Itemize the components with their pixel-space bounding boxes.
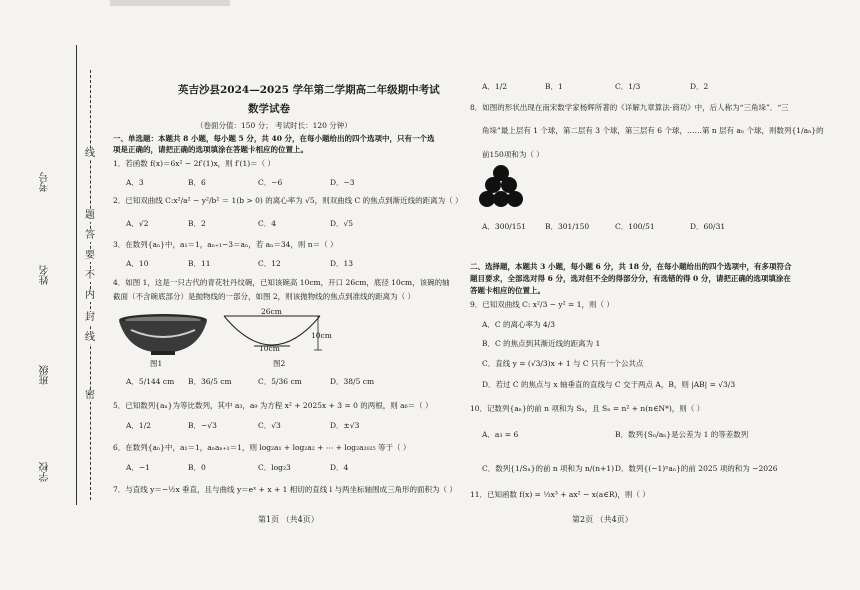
footer-right: 第2页 （共4页）	[572, 515, 633, 524]
q2-option-b: B．2	[188, 219, 206, 228]
q10-stem: 10．记数列{aₙ}的前 n 项和为 Sₙ，且 Sₙ = n² + n(n∈N*)，则（ ）	[470, 404, 705, 413]
q4-stem-cont: 截面（不含碗底部分）是抛物线的一部分，如图 2，则该抛物线的焦点到准线的距离为（ ）	[113, 292, 416, 301]
q2-option-a: A．√2	[126, 219, 149, 228]
bowl-figure	[117, 312, 209, 357]
seal-char: 线	[85, 332, 95, 343]
footer-left: 第1页 （共4页）	[258, 515, 319, 524]
q5-option-b: B．−√3	[188, 421, 217, 430]
q5-option-c: C．√3	[258, 421, 281, 430]
q4-dim-height: 10cm	[311, 331, 332, 340]
section2-heading-cont2: 答题卡相应的位置上。	[470, 286, 545, 295]
section2-heading: 二、选择题，本题共 3 小题，每小题 6 分，共 18 分，在每小题给出的四个选项中，有多项符合	[470, 262, 792, 271]
label-exam-number: 考号	[40, 172, 51, 192]
q9-option-d: D．若过 C 的焦点与 x 轴垂直的直线与 C 交于两点 A，B，则 |AB| = √3/3	[482, 380, 736, 389]
seal-dotted-line	[90, 70, 91, 500]
q1-option-a: A．3	[126, 178, 144, 187]
q1-option-c: C．−6	[258, 178, 283, 187]
section1-heading-cont: 项是正确的，请把正确的选项填涂在答题卡相应的位置上。	[113, 145, 308, 154]
q8-option-b: B．301/150	[545, 222, 590, 231]
q9-option-a: A．C 的离心率为 4/3	[482, 320, 555, 329]
q7-option-b: B．1	[545, 82, 563, 91]
exam-info: （卷面分值：150 分； 考试时长：120 分钟）	[196, 121, 352, 130]
seal-char: 不	[85, 270, 95, 281]
q3-option-a: A．10	[126, 259, 149, 268]
q4-option-d: D．38/5 cm	[330, 377, 375, 386]
q5-option-a: A．1/2	[126, 421, 151, 430]
seal-char: 封	[85, 312, 95, 323]
q6-option-a: A．−1	[126, 463, 150, 472]
q8-stem-cont2: 前150项和为（ ）	[482, 150, 544, 159]
q2-option-c: C．4	[258, 219, 277, 228]
q6-option-c: C．log₂3	[258, 463, 291, 472]
q9-option-c: C．直线 y = (√3/3)x + 1 与 C 只有一个公共点	[482, 359, 644, 368]
q7-stem: 7．与直线 y＝−½x 垂直，且与曲线 y＝eˣ + x + 1 相切的直线 l 与两坐标轴围成三角形的面积为（ ）	[113, 485, 457, 494]
q3-stem: 3．在数列{aₙ}中，a₁＝1，aₙ₊₁−3＝aₙ，若 aₙ＝34，则 n＝（ ）	[113, 240, 338, 249]
q4-dim-bottom: 10cm	[259, 344, 280, 353]
q6-option-b: B．0	[188, 463, 206, 472]
q10-option-d: D．数列{(−1)ⁿaₙ}的前 2025 项的和为 −2026	[615, 464, 778, 473]
q5-option-d: D．±√3	[330, 421, 360, 430]
binding-margin	[0, 0, 105, 590]
label-name: 姓名	[40, 265, 51, 285]
q4-fig1-caption: 图1	[150, 359, 163, 368]
q4-dim-top: 26cm	[261, 307, 282, 316]
label-class: 班级	[40, 365, 51, 385]
seal-char: 要	[85, 250, 95, 261]
q10-option-a: A．a₃ = 6	[482, 430, 519, 439]
scan-smudge	[110, 0, 230, 6]
section1-heading: 一、单选题：本题共 8 小题，每小题 5 分，共 40 分，在每小题给出的四个选项中，只有一个选	[113, 134, 435, 143]
q9-option-b: B．C 的焦点到其渐近线的距离为 1	[482, 339, 601, 348]
exam-subject: 数学试卷	[248, 103, 290, 115]
q2-stem: 2．已知双曲线 C:x²/a² − y²/b² ＝ 1(b > 0) 的离心率为 √5，则双曲线 C 的焦点到渐近线的距离为（ ）	[113, 196, 463, 205]
q8-stem-cont: 角垛”最上层有 1 个球，第二层有 3 个球，第三层有 6 个球，……第 n 层有 aₙ 个球，则数列{1/aₙ}的	[482, 126, 824, 135]
q7-option-a: A．1/2	[482, 82, 507, 91]
q9-stem: 9．已知双曲线 C: x²/3 − y² = 1，则（ ）	[470, 300, 614, 309]
q8-option-c: C．100/51	[615, 222, 655, 231]
q10-option-b: B．数列{Sₙ/aₙ}是公差为 1 的等差数列	[615, 430, 749, 439]
q3-option-c: C．12	[258, 259, 281, 268]
q7-option-d: D．2	[690, 82, 709, 91]
q10-option-c: C．数列{1/Sₙ}的前 n 项和为 n/(n+1)	[482, 464, 615, 473]
seal-char: 线	[85, 148, 95, 159]
margin-line	[76, 45, 77, 505]
q1-option-d: D．−3	[330, 178, 355, 187]
exam-title: 英吉沙县2024—2025 学年第二学期高二年级期中考试	[178, 84, 440, 96]
q7-option-c: C．1/3	[615, 82, 641, 91]
q4-option-b: B．36/5 cm	[188, 377, 232, 386]
q11-stem: 11．已知函数 f(x) = ⅓x³ + ax² − x(a∈R)，则（ ）	[470, 490, 650, 499]
q4-fig2-caption: 图2	[273, 359, 286, 368]
q4-option-a: A．5/144 cm	[126, 377, 175, 386]
seal-char: 答	[85, 230, 95, 241]
q6-stem: 6．在数列{aₙ}中，a₁＝1，aₙaₙ₊₁＝1，则 log₂a₁ + log₂a₂ + ⋯ + log₂a₂₀₂₅ 等于（ ）	[113, 443, 411, 452]
q5-stem: 5．已知数列{aₙ}为等比数列，其中 a₃，a₉ 为方程 x² + 2025x + 3 = 0 的两根，则 a₆＝（ ）	[113, 401, 433, 410]
q4-option-c: C．5/36 cm	[258, 377, 302, 386]
q1-stem: 1．若函数 f(x)＝6x² − 2f′(1)x，则 f′(1)＝（ ）	[113, 159, 276, 168]
q8-stem: 8．如图的形状出现在南宋数学家杨辉所著的《详解九章算法·商功》中，后人称为“三角垛”．“三	[470, 103, 789, 112]
q1-option-b: B．6	[188, 178, 206, 187]
section2-heading-cont: 题目要求，全部选对得 6 分，选对但不全的得部分分，有选错的得 0 分，请把正确的选项填涂在	[470, 274, 791, 283]
q6-option-d: D．4	[330, 463, 349, 472]
label-school: 学校	[40, 462, 51, 482]
q2-option-d: D．√5	[330, 219, 354, 228]
q4-stem: 4．如图 1，这是一只古代的青花牡丹纹碗，已知该碗高 10cm，开口 26cm，底径 10cm，该碗的轴	[113, 278, 450, 287]
seal-char: 密	[85, 390, 95, 401]
q8-option-a: A．300/151	[482, 222, 527, 231]
ball-pile-figure	[478, 164, 524, 212]
q3-option-b: B．11	[188, 259, 211, 268]
seal-char: 题	[85, 210, 95, 221]
q3-option-d: D．13	[330, 259, 354, 268]
q8-option-d: D．60/31	[690, 222, 726, 231]
seal-char: 内	[85, 290, 95, 301]
